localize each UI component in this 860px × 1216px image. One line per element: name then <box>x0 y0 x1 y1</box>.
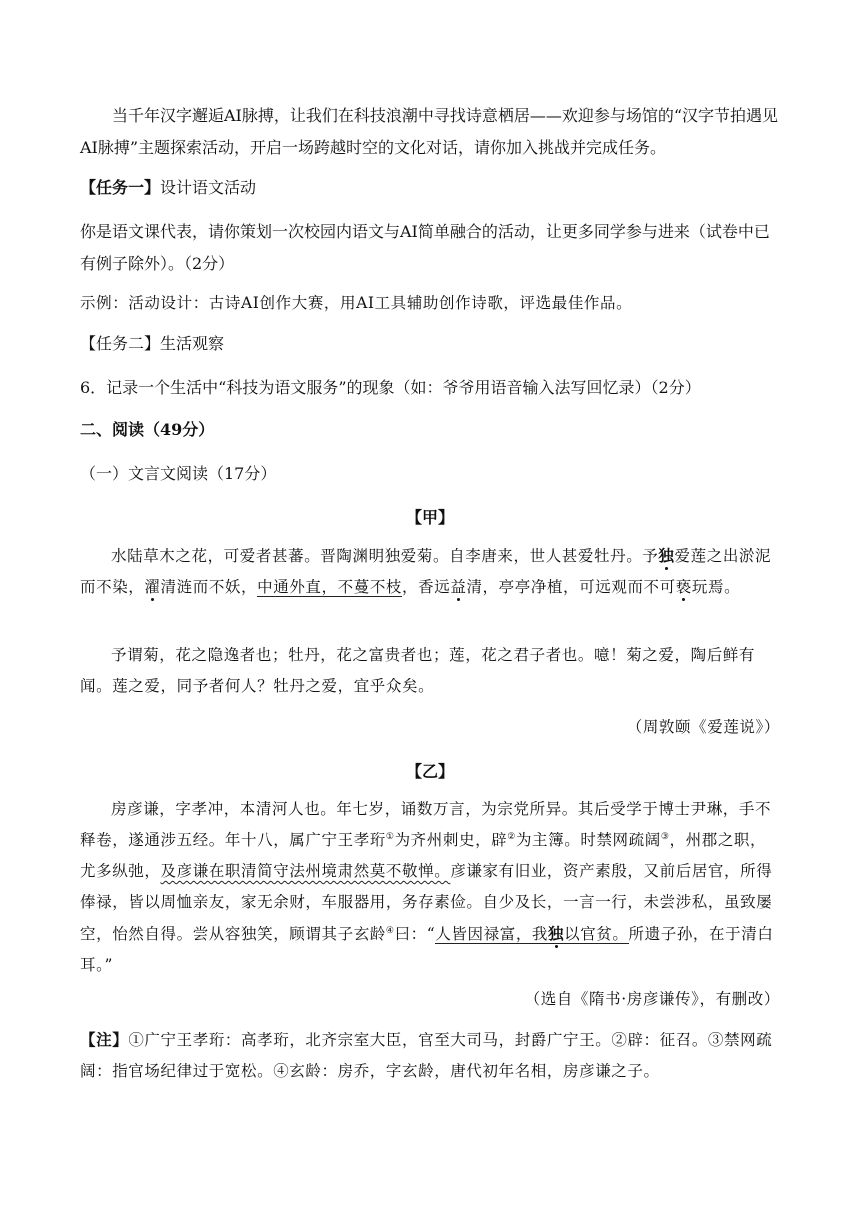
footnote-ref-3: ③ <box>660 831 670 842</box>
dotted-word-du: 独 <box>658 546 675 565</box>
yi-text-c: 为主簿。时禁网疏阔 <box>515 831 661 849</box>
dotted-word-xie: 亵 <box>675 578 692 596</box>
jia-text-f: 玩焉。 <box>691 578 741 596</box>
jia-text-e: 清，亭亭净植，可远观而不可 <box>466 578 676 596</box>
yi-text-f: 曰：“ <box>394 925 436 943</box>
task1-heading <box>80 172 780 204</box>
task1-heading-bracket: 【任务一】 <box>80 178 161 197</box>
underlined-sentence-jia: 中通外直，不蔓不枝 <box>257 578 403 596</box>
footnotes-label: 【注】 <box>80 1030 129 1049</box>
underlined-sentence-yi <box>435 925 628 944</box>
yi-underlined-a: 人皆因禄富，我 <box>435 925 549 943</box>
passage-jia-label: 【甲】 <box>405 508 454 527</box>
dotted-word-yi: 益 <box>450 578 467 596</box>
intro-paragraph: 当千年汉字邂逅AI脉搏，让我们在科技浪潮中寻找诗意栖居——欢迎参与场馆的“汉字节拍遇见AI脉搏”主题探索活动，开启一场跨越时空的文化对话，请你加入挑战并完成任务。 <box>80 106 779 157</box>
footnotes-text: ①广宁王孝珩：高孝珩，北齐宗室大臣，官至大司马，封爵广宁王。②辟：征召。③禁网疏阔：指官场纪律过于宽松。④玄龄：房乔，字玄龄，唐代初年名相，房彦谦之子。 <box>80 1031 773 1080</box>
dotted-word-zhuo: 濯 <box>144 578 161 596</box>
jia-text-b: 爱莲之出淤泥而不染， <box>80 547 772 596</box>
task2-heading: 【任务二】生活观察 <box>80 334 225 353</box>
task1-body: 你是语文课代表，请你策划一次校园内语文与AI简单融合的活动，让更多同学参与进来（试卷中已有例子除外）。（2分） <box>80 222 770 273</box>
passage-jia-paragraph-2: 予谓菊，花之隐逸者也；牡丹，花之富贵者也；莲，花之君子者也。噫！菊之爱，陶后鲜有闻。莲之爱，同予者何人？牡丹之爱，宜乎众矣。 <box>80 646 756 695</box>
yi-text-g: 所遗子孙，在于清白耳。” <box>80 925 774 974</box>
passage-yi-paragraph <box>80 794 780 981</box>
dotted-word-du-2: 独 <box>548 924 565 943</box>
question-6: 6．记录一个生活中“科技为语文服务”的现象（如：爷爷用语音输入法写回忆录）（2分） <box>80 378 701 397</box>
yi-text-e: 彦谦家有旧业，资产素殷，又前后居官，所得俸禄，皆以周恤亲友，家无余财，车服器用，务存素俭。自少及长，一言一行，未尝涉私，虽致屡空，怡然自得。尝从容独笑，顾谓其子玄龄 <box>80 862 773 943</box>
passage-jia-source: （周敦颐《爱莲说》） <box>626 718 780 736</box>
section-classical-title: （一）文言文阅读（17分） <box>80 464 277 483</box>
section-reading-title: 二、阅读（49分） <box>80 420 215 439</box>
yi-text-a: 房彦谦，字孝冲，本清河人也。年七岁，诵数万言，为宗党所异。其后受学于博士尹琳，手不释卷，遂通涉五经。年十八，属广宁王孝珩 <box>80 800 772 849</box>
jia-text-a: 水陆草木之花，可爱者甚蕃。晋陶渊明独爱菊。自李唐来，世人甚爱牡丹。予 <box>111 547 659 565</box>
jia-text-c: 清涟而不妖， <box>160 578 258 596</box>
footnote-ref-4: ④ <box>385 925 395 936</box>
task1-example: 示例：活动设计：古诗AI创作大赛，用AI工具辅助创作诗歌，评选最佳作品。 <box>80 294 633 312</box>
jia-text-d: ，香远 <box>402 578 451 596</box>
footnote-ref-1: ① <box>385 831 395 842</box>
yi-underlined-b: 以官贫。 <box>564 925 629 943</box>
yi-text-b: 为齐州刺史，辟 <box>394 831 508 849</box>
yi-text-d: ，州郡之职，尤多纵弛， <box>80 831 767 880</box>
task1-heading-text: 设计语文活动 <box>160 178 257 197</box>
passage-jia-paragraph-1 <box>80 540 780 603</box>
footnote-ref-2: ② <box>507 831 516 842</box>
wavy-underlined-sentence: 及彦谦在职清简守法州境肃然莫不敬惮。 <box>160 862 451 880</box>
passage-yi-label: 【乙】 <box>405 762 454 781</box>
passage-yi-source: （选自《隋书·房彦谦传》，有删改） <box>524 990 780 1008</box>
footnotes <box>80 1024 780 1087</box>
